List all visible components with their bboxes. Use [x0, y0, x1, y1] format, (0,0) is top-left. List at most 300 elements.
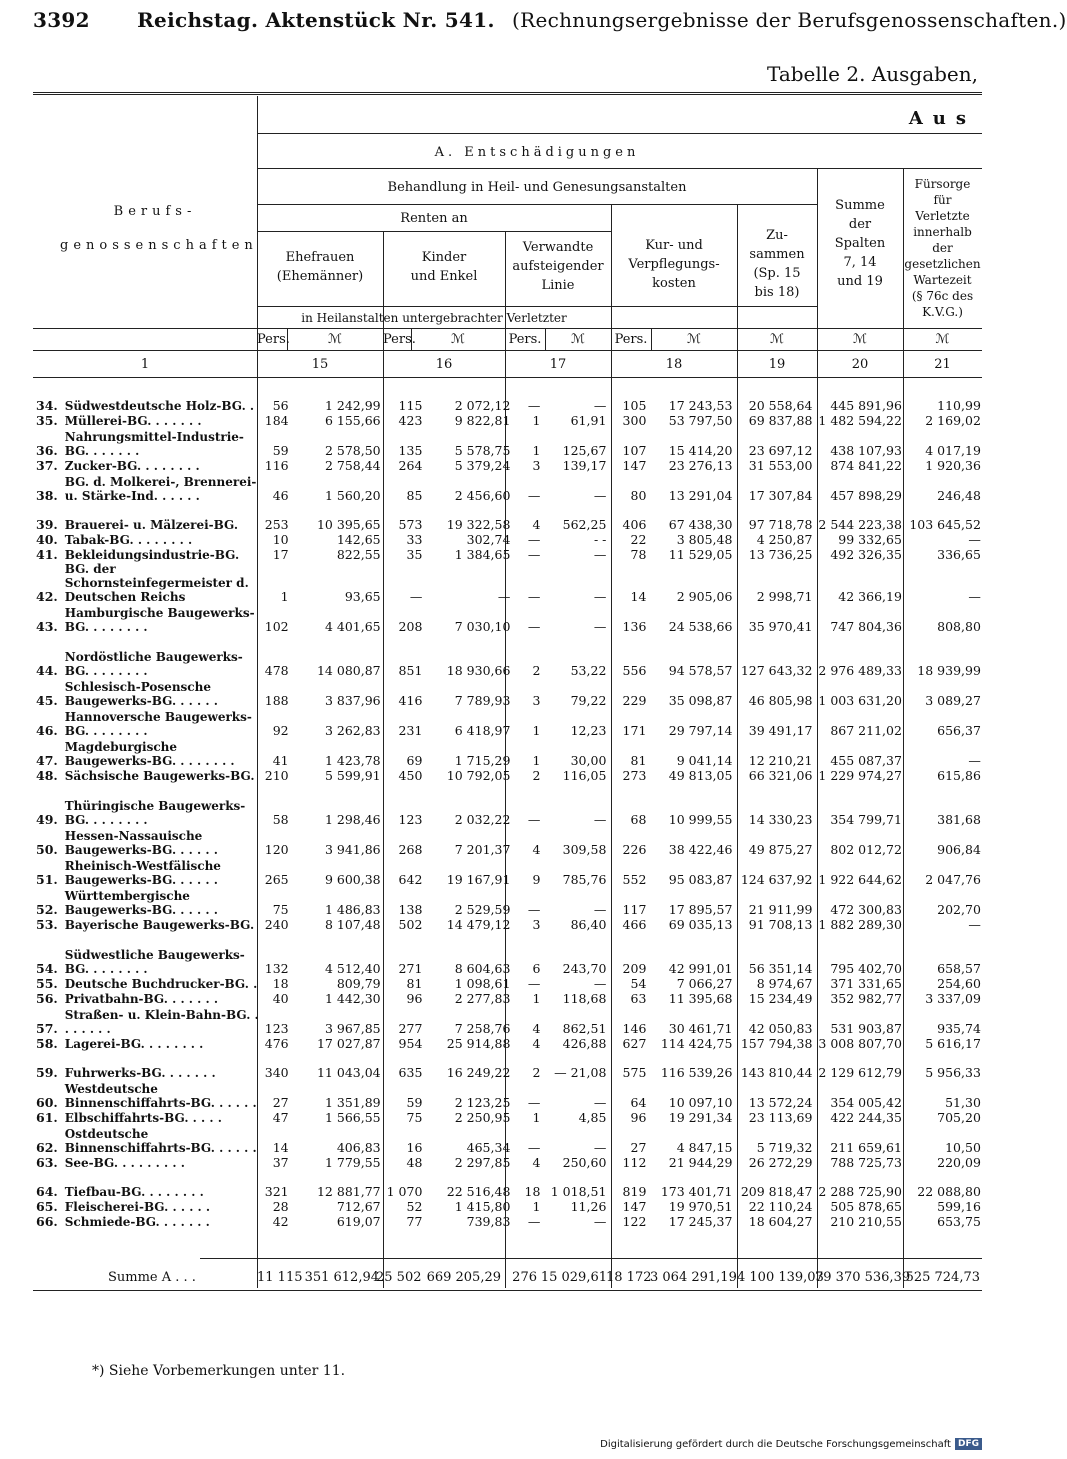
cell-c17m: — 21,08 — [554, 1065, 607, 1080]
cell-c17m: — — [593, 547, 607, 562]
cell-c17p: 1 — [532, 413, 541, 428]
cell-c18m: 114 424,75 — [660, 1036, 733, 1051]
table-row — [33, 887, 984, 917]
cell-c15p: 41 — [272, 753, 289, 768]
header-entschaedigungen: A. Entschädigungen — [434, 145, 640, 160]
table-row — [33, 413, 984, 428]
cell-c17m: 250,60 — [562, 1155, 607, 1170]
bottom-rule — [33, 1290, 982, 1291]
cell-c17p: — — [527, 488, 541, 503]
unit-mark: ℳ — [328, 332, 342, 347]
cell-c17p: — — [527, 619, 541, 634]
cell-c19: 13 572,24 — [748, 1095, 813, 1110]
header-summe-spalten: Summe der Spalten 7, 14 und 19 — [834, 198, 886, 289]
row-number: 42. — [36, 589, 58, 604]
cell-c16p: 33 — [406, 532, 423, 547]
cell-c16m: 465,34 — [466, 1140, 511, 1155]
section-aus: Aus — [908, 108, 976, 129]
cell-c16m: 6 418,97 — [454, 723, 511, 738]
row-number: 40. — [36, 532, 58, 547]
row-name: Privatbahn-BG. . . . . . . — [64, 992, 219, 1006]
cell-c19: 13 736,25 — [748, 547, 813, 562]
table-row — [33, 932, 984, 976]
cell-c18p: 64 — [630, 1095, 647, 1110]
cell-c21: 1 920,36 — [925, 458, 981, 473]
cell-c19: 69 837,88 — [748, 413, 813, 428]
cell-c19: 49 875,27 — [748, 842, 813, 857]
cell-c17p: — — [527, 976, 541, 991]
cell-c15m: 1 442,30 — [324, 991, 381, 1006]
row-name: Magdeburgische Baugewerks-BG. . . . . . . . — [64, 740, 235, 768]
row-name: Hamburgische Baugewerks-BG. . . . . . . . — [64, 606, 255, 634]
cell-c15m: 4 401,65 — [324, 619, 381, 634]
cell-c19: 91 708,13 — [748, 917, 813, 932]
cell-c18p: 300 — [622, 413, 647, 428]
cell-c18m: 94 578,57 — [668, 663, 733, 678]
row-name: Deutsche Buchdrucker-BG. . — [64, 977, 258, 991]
cell-c18p: 171 — [622, 723, 647, 738]
cell-c16m: 2 277,83 — [454, 991, 511, 1006]
cell-c17m: 4,85 — [578, 1110, 607, 1125]
header-fuersorge: Fürsorge für Verletzte innerhalb der gesetzlichen Wartezeit (§ 76c des K.V.G.) — [904, 177, 981, 319]
cell-c15p: 14 — [272, 1140, 289, 1155]
cell-c17p: 18 — [524, 1184, 541, 1199]
table-row — [33, 532, 984, 547]
cell-c16m: 1 415,80 — [454, 1199, 511, 1214]
row-name: Fleischerei-BG. . . . . . — [64, 1200, 211, 1214]
cell-c19: 8 974,67 — [756, 976, 813, 991]
cell-c21: — — [968, 753, 981, 768]
cell-c15p: 123 — [264, 1021, 289, 1036]
cell-c17m: 862,51 — [562, 1021, 607, 1036]
cell-c21: 2 047,76 — [925, 872, 981, 887]
table-row — [33, 398, 984, 413]
cell-c16m: 2 072,12 — [454, 398, 511, 413]
cell-c15p: 116 — [264, 458, 289, 473]
col-number: 18 — [665, 357, 683, 372]
row-number: 37. — [36, 458, 58, 473]
cell-c17m: — — [593, 812, 607, 827]
cell-c15m: 8 107,48 — [324, 917, 381, 932]
cell-c21: 615,86 — [937, 768, 981, 783]
cell-c19: 143 810,44 — [740, 1065, 813, 1080]
cell-c17m: 61,91 — [570, 413, 607, 428]
cell-c18m: 116 539,26 — [660, 1065, 733, 1080]
row-name: Hannoversche Baugewerks-BG. . . . . . . . — [64, 710, 252, 738]
cell-c17m: 79,22 — [570, 693, 607, 708]
cell-c15m: 2 758,44 — [324, 458, 381, 473]
table-row — [33, 1125, 984, 1155]
cell-c16m: 2 529,59 — [454, 902, 511, 917]
cell-c15m: 5 599,91 — [324, 768, 381, 783]
cell-c21: 10,50 — [945, 1140, 981, 1155]
dfg-text: Digitalisierung gefördert durch die Deutsche Forschungsgemeinschaft — [600, 1438, 951, 1450]
row-number: 64. — [36, 1184, 58, 1199]
cell-c21: 599,16 — [937, 1199, 981, 1214]
row-name: Schmiede-BG. . . . . . . — [64, 1215, 210, 1229]
cell-c19: 209 818,47 — [740, 1184, 813, 1199]
row-name: Bekleidungsindustrie-BG. — [64, 548, 240, 562]
table-row — [33, 976, 984, 991]
cell-c17p: — — [527, 1095, 541, 1110]
cell-c16m: 2 250,95 — [454, 1110, 511, 1125]
cell-c19: 22 110,24 — [748, 1199, 813, 1214]
cell-c18p: 14 — [630, 589, 647, 604]
cell-c21: 22 088,80 — [917, 1184, 981, 1199]
cell-c15m: 17 027,87 — [316, 1036, 381, 1051]
cell-c16m: 7 258,76 — [454, 1021, 511, 1036]
row-name: Sächsische Baugewerks-BG. — [64, 769, 255, 783]
table-row — [33, 827, 984, 857]
summe-c17m: 15 029,61 — [540, 1270, 607, 1285]
cell-c20: 1 922 644,62 — [818, 872, 902, 887]
cell-c18m: 11 529,05 — [668, 547, 733, 562]
cell-c17m: 116,05 — [562, 768, 607, 783]
table-row — [33, 562, 984, 604]
cell-c18p: 63 — [630, 991, 647, 1006]
cell-c15m: 1 779,55 — [324, 1155, 381, 1170]
cell-c16m: 8 604,63 — [454, 961, 511, 976]
cell-c19: 15 234,49 — [748, 991, 813, 1006]
cell-c18m: 30 461,71 — [668, 1021, 733, 1036]
table-row — [33, 1214, 984, 1229]
row-name: BG. d. Molkerei-, Brennerei- u. Stärke-Ind. . . . . . — [64, 475, 257, 503]
row-number: 49. — [36, 812, 58, 827]
cell-c16m: 1 384,65 — [454, 547, 511, 562]
table-row — [33, 1006, 984, 1036]
cell-c17p: 4 — [532, 517, 541, 532]
cell-c20: 354 005,42 — [830, 1095, 902, 1110]
row-number: 62. — [36, 1140, 58, 1155]
cell-c20: 2 544 223,38 — [818, 517, 902, 532]
summe-c15m: 351 612,94 — [304, 1270, 379, 1285]
cell-c18m: 19 291,34 — [668, 1110, 733, 1125]
cell-c15m: 1 560,20 — [324, 488, 381, 503]
cell-c17p: 1 — [532, 723, 541, 738]
table-row — [33, 857, 984, 887]
cell-c16m: 5 379,24 — [454, 458, 511, 473]
cell-c15m: 93,65 — [344, 589, 381, 604]
row-name: Tiefbau-BG. . . . . . . . — [64, 1185, 204, 1199]
cell-c16m: 302,74 — [466, 532, 511, 547]
cell-c18p: 147 — [622, 1199, 647, 1214]
table-row — [33, 1036, 984, 1051]
cell-c16m: 1 715,29 — [454, 753, 511, 768]
cell-c20: 2 976 489,33 — [818, 663, 902, 678]
row-number: 48. — [36, 768, 58, 783]
cell-c16p: 48 — [406, 1155, 423, 1170]
cell-c16p: 635 — [398, 1065, 423, 1080]
cell-c16p: 81 — [406, 976, 423, 991]
cell-c16p: 85 — [406, 488, 423, 503]
cell-c15m: 3 262,83 — [324, 723, 381, 738]
cell-c18p: 68 — [630, 812, 647, 827]
row-number: 65. — [36, 1199, 58, 1214]
cell-c17m: — — [593, 1140, 607, 1155]
table-row — [33, 503, 984, 532]
row-name: See-BG. . . . . . . . . — [64, 1156, 185, 1170]
cell-c19: 14 330,23 — [748, 812, 813, 827]
cell-c20: 802 012,72 — [830, 842, 902, 857]
document-title: Reichstag. Aktenstück Nr. 541. — [137, 8, 495, 32]
row-number: 44. — [36, 663, 58, 678]
cell-c15m: 142,65 — [336, 532, 381, 547]
row-number: 38. — [36, 488, 58, 503]
cell-c16p: 35 — [406, 547, 423, 562]
cell-c16p: 138 — [398, 902, 423, 917]
cell-c16m: 2 297,85 — [454, 1155, 511, 1170]
summe-c16p: 25 502 — [376, 1270, 422, 1285]
cell-c17m: — — [593, 398, 607, 413]
cell-c15m: 9 600,38 — [324, 872, 381, 887]
cell-c21: 220,09 — [937, 1155, 981, 1170]
cell-c19: 20 558,64 — [748, 398, 813, 413]
row-name: Tabak-BG. . . . . . . . — [64, 533, 193, 547]
row-number: 46. — [36, 723, 58, 738]
cell-c16p: 69 — [406, 753, 423, 768]
cell-c19: 42 050,83 — [748, 1021, 813, 1036]
cell-c19: 66 321,06 — [748, 768, 813, 783]
cell-c16p: 1 070 — [386, 1184, 423, 1199]
header-rule — [33, 328, 982, 329]
cell-c18m: 11 395,68 — [668, 991, 733, 1006]
header-renten-an: Renten an — [400, 211, 468, 226]
dfg-notice — [600, 1438, 982, 1450]
cell-c18p: 466 — [622, 917, 647, 932]
cell-c20: 1 229 974,27 — [818, 768, 902, 783]
cell-c20: 874 841,22 — [830, 458, 902, 473]
cell-c17p: — — [527, 902, 541, 917]
header-rule — [257, 133, 982, 134]
cell-c17p: — — [527, 547, 541, 562]
cell-c18m: 17 895,57 — [668, 902, 733, 917]
cell-c15p: 1 — [280, 589, 289, 604]
cell-c16m: 739,83 — [466, 1214, 511, 1229]
cell-c17m: 243,70 — [562, 961, 607, 976]
cell-c21: 202,70 — [937, 902, 981, 917]
cell-c16p: 123 — [398, 812, 423, 827]
cell-c21: 3 337,09 — [925, 991, 981, 1006]
cell-c19: 4 250,87 — [756, 532, 813, 547]
cell-c15m: 809,79 — [336, 976, 381, 991]
cell-c15p: 321 — [264, 1184, 289, 1199]
cell-c19: 23 697,12 — [748, 443, 813, 458]
row-number: 43. — [36, 619, 58, 634]
cell-c15p: 188 — [264, 693, 289, 708]
cell-c15p: 58 — [272, 812, 289, 827]
cell-c21: 18 939,99 — [917, 663, 981, 678]
row-name: Hessen-Nassauische Baugewerks-BG. . . . . . — [64, 829, 218, 857]
cell-c17p: 4 — [532, 1155, 541, 1170]
unit-mark: ℳ — [853, 332, 867, 347]
cell-c21: 336,65 — [937, 547, 981, 562]
cell-c20: 3 008 807,70 — [818, 1036, 902, 1051]
cell-c15p: 40 — [272, 991, 289, 1006]
cell-c15p: 42 — [272, 1214, 289, 1229]
cell-c20: 492 326,35 — [830, 547, 902, 562]
cell-c21: 906,84 — [937, 842, 981, 857]
cell-c20: 788 725,73 — [830, 1155, 902, 1170]
header-rule — [257, 231, 611, 232]
cell-c17p: 4 — [532, 1036, 541, 1051]
cell-c21: — — [968, 589, 981, 604]
cell-c17m: 1 018,51 — [550, 1184, 607, 1199]
unit-mark: ℳ — [935, 332, 950, 347]
cell-c17p: 6 — [532, 961, 541, 976]
cell-c18m: 38 422,46 — [668, 842, 733, 857]
cell-c16p: 231 — [398, 723, 423, 738]
cell-c18p: 107 — [622, 443, 647, 458]
summe-c21: 525 724,73 — [905, 1270, 980, 1285]
cell-c18p: 78 — [630, 547, 647, 562]
cell-c18m: 4 847,15 — [676, 1140, 733, 1155]
cell-c20: 211 659,61 — [830, 1140, 902, 1155]
cell-c21: 2 169,02 — [925, 413, 981, 428]
row-number: 41. — [36, 547, 58, 562]
table-row — [33, 738, 984, 768]
cell-c19: 46 805,98 — [748, 693, 813, 708]
cell-c17m: 125,67 — [562, 443, 607, 458]
cell-c20: 354 799,71 — [830, 812, 902, 827]
summe-c17p: 276 — [512, 1270, 537, 1285]
cell-c17p: 1 — [532, 991, 541, 1006]
row-name: Müllerei-BG. . . . . . . — [64, 414, 202, 428]
unit-pers: Pers. — [383, 332, 416, 347]
cell-c15m: 3 967,85 — [324, 1021, 381, 1036]
cell-c15m: 10 395,65 — [316, 517, 381, 532]
cell-c18p: 117 — [622, 902, 647, 917]
row-name: Fuhrwerks-BG. . . . . . . — [64, 1066, 216, 1080]
cell-c18m: 42 991,01 — [668, 961, 733, 976]
cell-c17p: 1 — [532, 443, 541, 458]
cell-c18p: 27 — [630, 1140, 647, 1155]
cell-c18m: 10 999,55 — [668, 812, 733, 827]
row-number: 52. — [36, 902, 58, 917]
cell-c21: 705,20 — [937, 1110, 981, 1125]
cell-c19: 23 113,69 — [748, 1110, 813, 1125]
unit-pers: Pers. — [508, 332, 542, 347]
cell-c20: 747 804,36 — [830, 619, 902, 634]
cell-c18m: 29 797,14 — [668, 723, 733, 738]
cell-c16p: 135 — [398, 443, 423, 458]
summe-c16m: 669 205,29 — [426, 1270, 501, 1285]
header-kur: Kur- und Verpflegungs- kosten — [628, 238, 720, 291]
cell-c19: 12 210,21 — [748, 753, 813, 768]
cell-c18m: 23 276,13 — [668, 458, 733, 473]
cell-c15p: 253 — [264, 517, 289, 532]
table-row — [33, 458, 984, 473]
cell-c18p: 146 — [622, 1021, 647, 1036]
cell-c16p: 573 — [398, 517, 423, 532]
cell-c19: 18 604,27 — [748, 1214, 813, 1229]
cell-c15p: 17 — [272, 547, 289, 562]
table-row — [33, 768, 984, 783]
cell-c19: 127 643,32 — [740, 663, 813, 678]
header-rule — [257, 168, 982, 169]
cell-c16m: 7 789,93 — [454, 693, 511, 708]
cell-c20: 472 300,83 — [830, 902, 902, 917]
cell-c19: 157 794,38 — [740, 1036, 813, 1051]
cell-c18m: 19 970,51 — [668, 1199, 733, 1214]
cell-c15m: 712,67 — [336, 1199, 381, 1214]
cell-c17p: 2 — [532, 1065, 541, 1080]
cell-c16m: 2 123,25 — [454, 1095, 511, 1110]
cell-c15p: 478 — [264, 663, 289, 678]
cell-c16m: 1 098,61 — [454, 976, 511, 991]
cell-c15m: 1 423,78 — [324, 753, 381, 768]
cell-c17p: — — [527, 1214, 541, 1229]
page-number: 3392 — [33, 8, 90, 32]
cell-c16p: — — [409, 589, 423, 604]
cell-c16p: 416 — [398, 693, 423, 708]
row-number: 60. — [36, 1095, 58, 1110]
cell-c15m: 619,07 — [336, 1214, 381, 1229]
cell-c17m: — — [593, 902, 607, 917]
cell-c18p: 80 — [630, 488, 647, 503]
cell-c21: 254,60 — [937, 976, 981, 991]
cell-c16p: 277 — [398, 1021, 423, 1036]
row-number: 59. — [36, 1065, 58, 1080]
cell-c17m: — — [593, 976, 607, 991]
cell-c18p: 226 — [622, 842, 647, 857]
header-rule — [33, 350, 982, 351]
cell-c16m: 19 167,91 — [446, 872, 511, 887]
cell-c17p: — — [527, 398, 541, 413]
cell-c17p: — — [527, 812, 541, 827]
cell-c15m: 1 486,83 — [324, 902, 381, 917]
cell-c15p: 75 — [272, 902, 289, 917]
table-row — [33, 1155, 984, 1170]
cell-c15m: 822,55 — [336, 547, 381, 562]
cell-c18p: 556 — [622, 663, 647, 678]
cell-c16p: 271 — [398, 961, 423, 976]
cell-c17m: 118,68 — [562, 991, 607, 1006]
cell-c16p: 268 — [398, 842, 423, 857]
row-name: Nahrungsmittel-Industrie-BG. . . . . . . — [64, 430, 244, 458]
col-number: 21 — [934, 357, 951, 372]
cell-c17m: 53,22 — [570, 663, 607, 678]
row-name: Württembergische Baugewerks-BG. . . . . . — [64, 889, 218, 917]
cell-c21: 381,68 — [937, 812, 981, 827]
dfg-logo: DFG — [955, 1438, 982, 1450]
cell-c17m: 12,23 — [570, 723, 607, 738]
cell-c20: 1 003 631,20 — [818, 693, 902, 708]
cell-c17m: 86,40 — [570, 917, 607, 932]
row-number: 54. — [36, 961, 58, 976]
cell-c15m: 4 512,40 — [324, 961, 381, 976]
page-header — [33, 8, 1067, 32]
cell-c16p: 642 — [398, 872, 423, 887]
cell-c16p: 264 — [398, 458, 423, 473]
cell-c17m: 11,26 — [570, 1199, 607, 1214]
cell-c19: 17 307,84 — [748, 488, 813, 503]
cell-c18m: 13 291,04 — [668, 488, 733, 503]
cell-c18p: 122 — [622, 1214, 647, 1229]
row-number: 55. — [36, 976, 58, 991]
cell-c16m: 14 479,12 — [446, 917, 511, 932]
cell-c17m: 785,76 — [562, 872, 607, 887]
cell-c16p: 16 — [406, 1140, 423, 1155]
row-name: Schlesisch-Posensche Baugewerks-BG. . . . . . — [64, 680, 218, 708]
cell-c15m: 11 043,04 — [316, 1065, 381, 1080]
cell-c21: 3 089,27 — [925, 693, 981, 708]
cell-c19: 5 719,32 — [756, 1140, 813, 1155]
cell-c17p: 9 — [532, 872, 541, 887]
cell-c19: 2 998,71 — [756, 589, 813, 604]
cell-c19: 35 970,41 — [748, 619, 813, 634]
row-name: Bayerische Baugewerks-BG. — [64, 918, 255, 932]
cell-c21: 5 616,17 — [925, 1036, 981, 1051]
